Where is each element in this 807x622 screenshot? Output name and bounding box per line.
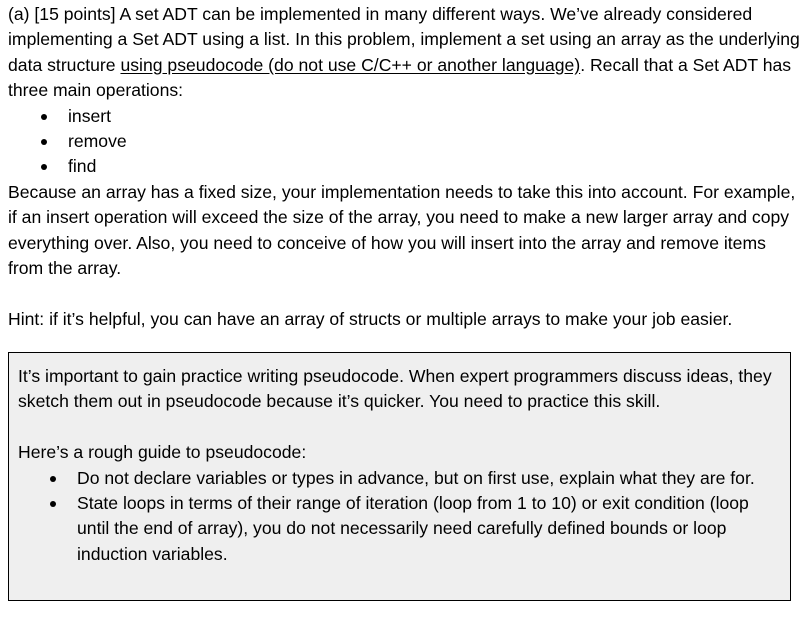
list-item-remove: remove — [8, 129, 800, 154]
array-paragraph: Because an array has a fixed size, your implementation needs to take this into account. For example, if an insert operation will exceed the size of the array, you need to make a new larger array and copy everything over. Also, you need to conceive of how you will insert into the array and remove items from the array. — [8, 181, 796, 279]
hint-paragraph: Hint: if it’s helpful, you can have an array of structs or multiple arrays to make your job easier. — [8, 308, 733, 329]
guide-item-loops: State loops in terms of their range of iteration (loop from 1 to 10) or exit condition (loop until the end of array), you do not necessarily need carefully defined bounds or loop induction variables. — [18, 491, 777, 567]
spacer — [18, 415, 790, 440]
importance-paragraph: It’s important to gain practice writing pseudocode. When expert programmers discuss ideas, they sketch them out in pseudocode because it’s quicker. You need to practice this skill. — [18, 366, 772, 412]
document-body — [8, 2, 800, 332]
pseudocode-note-box — [8, 352, 791, 601]
guide-item-declarations: Do not declare variables or types in advance, but on first use, explain what they are for. — [18, 466, 777, 491]
operations-list — [8, 104, 800, 180]
guide-list — [18, 466, 790, 568]
spacer — [8, 281, 800, 306]
guide-heading: Here’s a rough guide to pseudocode: — [18, 442, 307, 463]
list-item-insert: insert — [8, 104, 800, 129]
intro-text: (a) [15 points] A set ADT can be implemented in many different ways. We’ve already considered implementing a Set ADT using a list. In this problem, implement a set using an array as the underlying data structure — [8, 4, 800, 75]
list-item-find: find — [8, 154, 800, 179]
problem-intro — [8, 2, 800, 104]
intro-text-end: . Recall that a Set ADT has three main operations: — [8, 54, 792, 101]
pseudocode-requirement: using pseudocode (do not use C/C++ or another language) — [120, 54, 581, 75]
